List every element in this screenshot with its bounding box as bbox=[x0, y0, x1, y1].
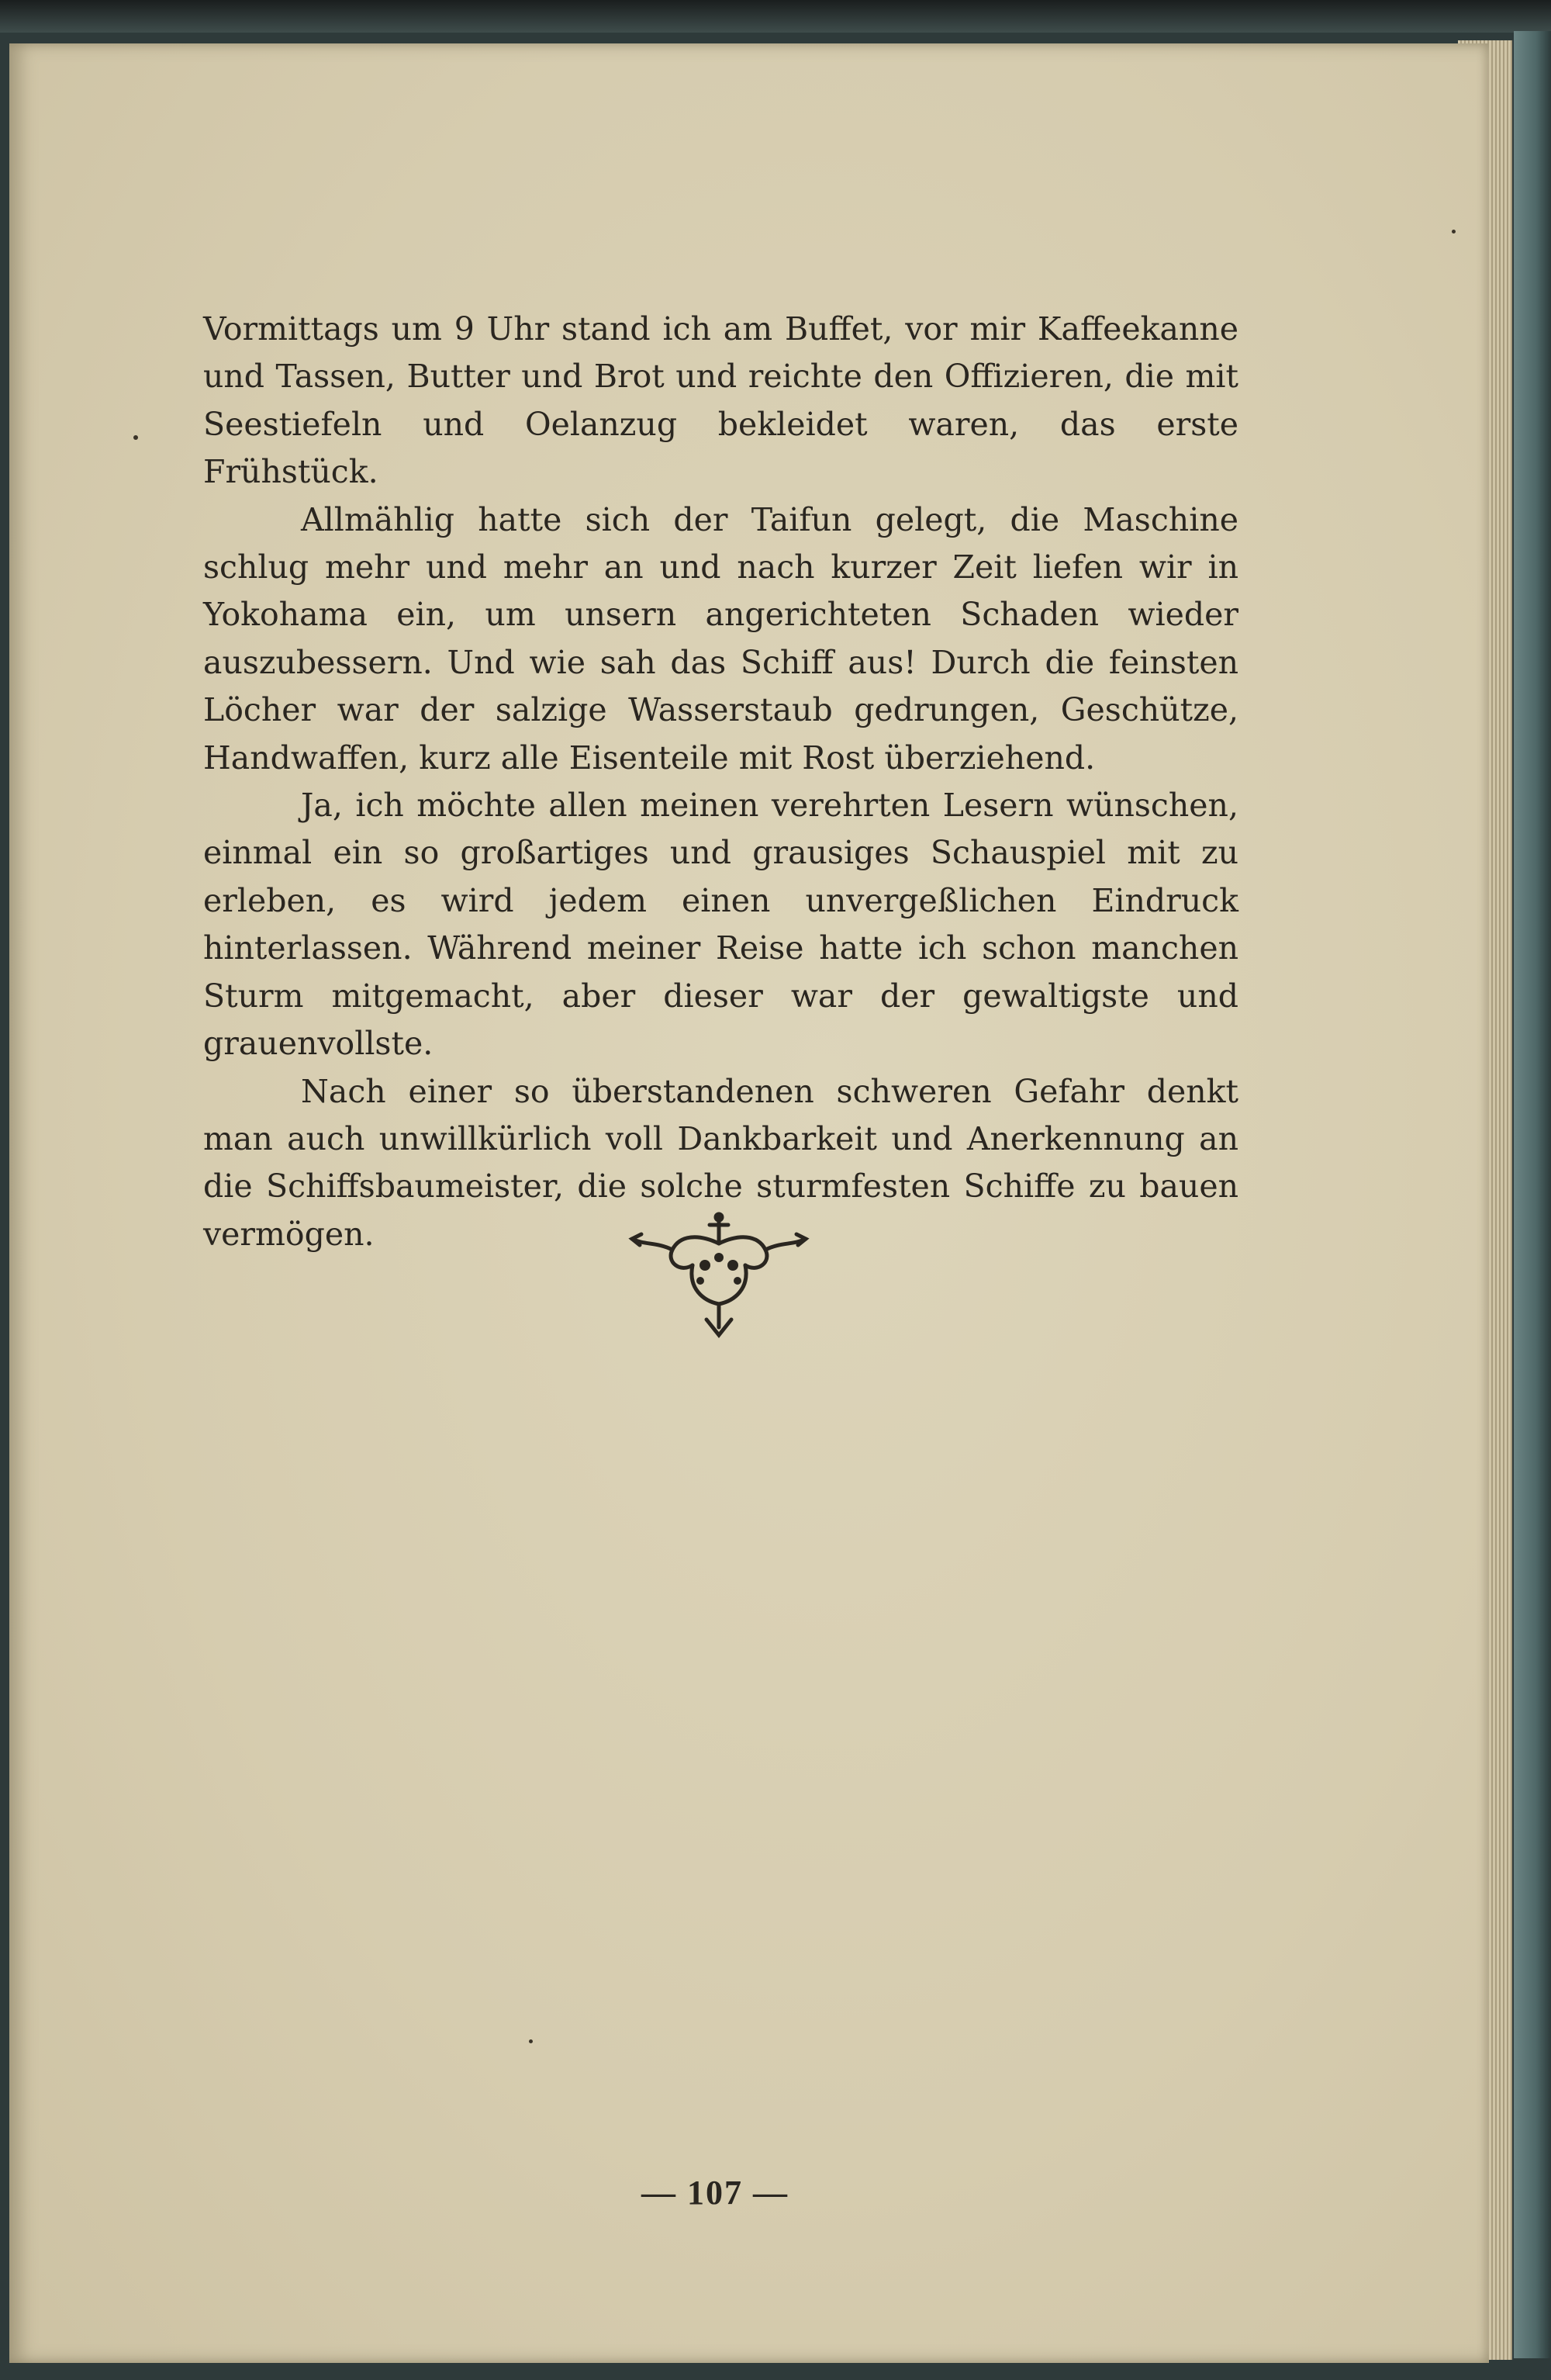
paper-speck bbox=[529, 2039, 533, 2043]
book-page bbox=[9, 43, 1489, 2363]
paper-speck bbox=[133, 435, 138, 440]
cover-right-edge bbox=[1514, 31, 1551, 2358]
paragraph-2: Allmählig hatte sich der Taifun gelegt, die Maschine schlug mehr und mehr an und nach kurzer Zeit liefen wir in Yokohama ein, um unsern angerichteten Schaden wieder auszubessern. Und wie sah das Schiff aus! Durch die feinsten Löcher war der salzige Wasserstaub gedrungen, Geschütze, Handwaffen, kurz alle Eisenteile mit Rost überziehend. bbox=[203, 500, 1238, 777]
paragraph-4: Nach einer so überstandenen schweren Gefahr denkt man auch unwillkürlich voll Dankbarkeit und Anerkennung an die Schiffsbaumeister, die solche sturmfesten Schiffe zu bauen vermögen. bbox=[203, 1072, 1238, 1253]
paper-speck bbox=[1452, 230, 1456, 234]
body-text bbox=[203, 306, 1238, 1258]
cover-top-edge bbox=[0, 0, 1551, 33]
ornament-vignette-icon bbox=[626, 1211, 812, 1343]
paragraph-1: Vormittags um 9 Uhr stand ich am Buffet, vor mir Kaffeekanne und Tassen, Butter und Brot und reichte den Offizieren, die mit Seestiefeln und Oelanzug bekleidet waren, das erste Frühstück. bbox=[203, 310, 1238, 491]
paragraph-3: Ja, ich möchte allen meinen verehrten Lesern wünschen, einmal ein so großartiges und grausiges Schauspiel mit zu erleben, es wird jedem einen unvergeßlichen Eindruck hinterlassen. Während meiner Reise hatte ich schon manchen Sturm mitgemacht, aber dieser war der gewaltigste und grauenvollste. bbox=[203, 787, 1238, 1063]
page-number: — 107 — bbox=[641, 2174, 789, 2212]
